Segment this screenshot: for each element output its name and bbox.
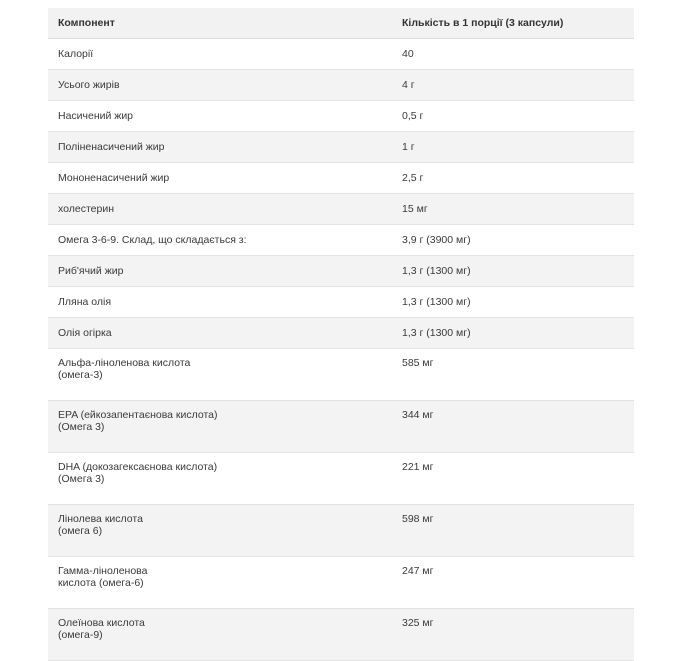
header-row bbox=[48, 8, 634, 39]
table-row bbox=[48, 349, 634, 401]
table-row bbox=[48, 505, 634, 557]
amount-cell: 4 г bbox=[392, 70, 634, 101]
component-cell bbox=[48, 609, 392, 661]
amount-cell: 1,3 г (1300 мг) bbox=[392, 287, 634, 318]
amount-cell: 325 мг bbox=[392, 609, 634, 661]
table-row bbox=[48, 225, 634, 256]
amount-cell: 2,5 г bbox=[392, 163, 634, 194]
component-cell: Мононенасичений жир bbox=[48, 163, 392, 194]
amount-cell: 1,3 г (1300 мг) bbox=[392, 256, 634, 287]
component-cell bbox=[48, 401, 392, 453]
amount-cell: 1 г bbox=[392, 132, 634, 163]
table-row bbox=[48, 132, 634, 163]
nutrition-table-container bbox=[48, 8, 634, 661]
table-row bbox=[48, 609, 634, 661]
component-text: Олеїнова кислота (омега-9) bbox=[58, 617, 145, 641]
table-row bbox=[48, 557, 634, 609]
component-text: Гамма-ліноленова кислота (омега-6) bbox=[58, 565, 148, 589]
component-cell: Насичений жир bbox=[48, 101, 392, 132]
amount-cell: 221 мг bbox=[392, 453, 634, 505]
amount-cell: 585 мг bbox=[392, 349, 634, 401]
nutrition-facts-table bbox=[48, 8, 634, 661]
amount-cell: 15 мг bbox=[392, 194, 634, 225]
amount-cell: 40 bbox=[392, 39, 634, 70]
header-amount: Кількість в 1 порції (3 капсули) bbox=[392, 8, 634, 39]
table-row bbox=[48, 194, 634, 225]
table-row bbox=[48, 39, 634, 70]
component-text: Альфа-ліноленова кислота (омега-3) bbox=[58, 357, 191, 381]
component-cell bbox=[48, 557, 392, 609]
component-cell bbox=[48, 453, 392, 505]
amount-cell: 0,5 г bbox=[392, 101, 634, 132]
component-cell: Риб'ячий жир bbox=[48, 256, 392, 287]
component-cell: Поліненасичений жир bbox=[48, 132, 392, 163]
amount-cell: 598 мг bbox=[392, 505, 634, 557]
component-cell bbox=[48, 349, 392, 401]
component-cell bbox=[48, 505, 392, 557]
component-cell: Усього жирів bbox=[48, 70, 392, 101]
component-cell: Олія огірка bbox=[48, 318, 392, 349]
table-body bbox=[48, 39, 634, 661]
table-row bbox=[48, 287, 634, 318]
component-text: DHA (докозагексаєнова кислота) (Омега 3) bbox=[58, 461, 218, 485]
table-row bbox=[48, 453, 634, 505]
table-row bbox=[48, 101, 634, 132]
component-cell: Лляна олія bbox=[48, 287, 392, 318]
component-cell: Омега 3-6-9. Склад, що складається з: bbox=[48, 225, 392, 256]
table-row bbox=[48, 318, 634, 349]
table-row bbox=[48, 70, 634, 101]
table-row bbox=[48, 163, 634, 194]
header-component: Компонент bbox=[48, 8, 392, 39]
table-row bbox=[48, 401, 634, 453]
amount-cell: 3,9 г (3900 мг) bbox=[392, 225, 634, 256]
component-text: Лінолева кислота (омега 6) bbox=[58, 513, 143, 537]
component-cell: холестерин bbox=[48, 194, 392, 225]
amount-cell: 1,3 г (1300 мг) bbox=[392, 318, 634, 349]
amount-cell: 247 мг bbox=[392, 557, 634, 609]
table-row bbox=[48, 256, 634, 287]
table-header bbox=[48, 8, 634, 39]
amount-cell: 344 мг bbox=[392, 401, 634, 453]
component-text: EPA (ейкозапентаєнова кислота) (Омега 3) bbox=[58, 409, 218, 433]
component-cell: Калорії bbox=[48, 39, 392, 70]
